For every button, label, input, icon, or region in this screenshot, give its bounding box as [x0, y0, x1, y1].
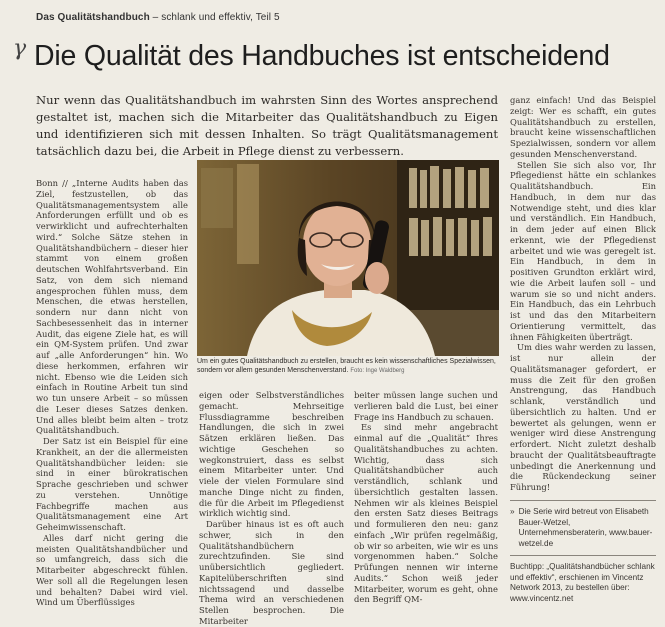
column-3 — [354, 390, 498, 605]
info-box — [510, 494, 656, 604]
column-1-paragraph: Bonn // „Interne Audits haben das Ziel, festzustellen, ob das Qualitätsmanagementsystem alle Anforderungen erfüllt und ob es verwirklicht und aufrechterhalten wird.“ Solche Sätze stehen in Qualitätshandbüchern – dieser hier stammt von einem großen deutschen Wohlfahrtsverband. Ein Satz, von dem sich niemand angesprochen fühlen muss, dem Menschen, die etwas herstellen, sondern nur dann nicht von Sachbesessenheit das in interner Audit, das eigene Ziele hat, es will ein QM-System prüfen. Und zwar auf „alle Anforderungen“ hin. Wo diese herkommen, erfahren wir nicht. Ebenso wie die Leiden sich einfach in Routine Arbeit tun sind wo tun unsere Arbeit – so müssen die Leser dieses Satzes denken. Und alles bleibt beim alten – trotz Qualitätshandbuch. — [36, 178, 188, 436]
pen-mark-icon: γ — [13, 36, 27, 61]
column-1-paragraph: Der Satz ist ein Beispiel für eine Krankheit, an der die allermeisten Qualitätshandbücher leiden: sie sind in einer bürokratischen Sprache geschrieben und schwer zu verstehen. Unnötige Fachbegriffe machen aus Qualitätsmanagement eine Art Geheimwissenschaft. — [36, 436, 188, 532]
column-1 — [36, 178, 188, 608]
article-photo — [197, 160, 499, 356]
woman-on-phone-image — [197, 160, 499, 356]
column-4 — [510, 95, 656, 493]
arrow-right-icon: » — [510, 507, 515, 516]
photo-credit: Foto: Inge Waldberg — [350, 368, 405, 374]
column-2 — [199, 390, 344, 627]
book-tip-text: Buchtipp: „Qualitätshandbücher schlank und effektiv“, erschienen im Vincentz Network 2013, zu bestellen über: www.vincentz.net — [510, 562, 655, 603]
column-4-paragraph: ganz einfach! Und das Beispiel zeigt: Wer es schafft, ein gutes Qualitätshandbuch zu erstellen, braucht keine wissenschaftlichen Spezialwissen, sondern vor allem gesunden Menschenverstand. — [510, 95, 656, 159]
column-4-paragraph: Stellen Sie sich also vor, Ihr Pflegedienst hätte ein schlankes Qualitätshandbuch. Ein Handbuch, in dem nur das Notwendige steht, und dies klar und verständlich. Ein Handbuch, in dem jeder auf einen Blick erkennt, wie der Pflegedienst arbeitet und wie was geregelt ist. Ein Handbuch, in dem in positiven Grundton erklärt wird, wie die Arbeit laufen soll – und warum sie so und nicht anders. Ein Handbuch, das ein Lehrbuch ist und das den Mitarbeitern Orientierung vermittelt, das ihnen Fähigkeiten überträgt. — [510, 159, 656, 342]
article-headline: Die Qualität des Handbuches ist entscheidend — [34, 40, 610, 72]
info-divider — [510, 500, 656, 501]
book-tip — [510, 562, 656, 604]
column-2-paragraph: eigen oder Selbstverständliches gemacht. Mehrseitige Flussdiagramme beschreiben Handlungen, die sich in zwei Sätzen erklären ließen. Das wichtige Geschehen so wegkonstruiert, dass es selbst einem Mitarbeiter unter. Und viele der vielen Formulare sind manche Dinge nicht zu finden, die für die Arbeit im Pflegedienst wirklich wichtig sind. — [199, 390, 344, 519]
column-1-paragraph: Alles darf nicht gering die meisten Qualitätshandbücher und so umfangreich, dass sich die Mitarbeiter abgeschreckt fühlen. Wer soll all die Regelungen lesen und behalten? Dabei wird viel. Wind um Überflüssiges — [36, 532, 188, 608]
lead-paragraph: Nur wenn das Qualitätshandbuch im wahrsten Sinn des Wortes ansprechend gestaltet ist, machen sich die Mitarbeiter das Qualitätshandbuch zu Eigen und identifizieren sich mit dessen Inhalten. So trägt Qualitätsmanagement tatsächlich dazu bei, die Arbeit in Pflege dienst zu verbessern. — [36, 93, 498, 158]
kicker-rest: – schlank und effektiv, Teil 5 — [149, 12, 280, 23]
series-author-text: Die Serie wird betreut von Elisabeth Bauer-Wetzel, Unternehmensberaterin, www.bauer-wetzel.de — [518, 507, 653, 548]
series-author-note — [510, 507, 656, 549]
kicker-series: Das Qualitätshandbuch — [36, 12, 150, 23]
article-kicker — [36, 12, 280, 23]
column-3-paragraph: beiter müssen lange suchen und verlieren bald die Lust, bei einer Frage ins Handbuch zu schauen. — [354, 390, 498, 422]
column-2-paragraph: Darüber hinaus ist es oft auch schwer, sich in den Qualitätshandbüchern zurechtzufinden. Sie sind unübersichtlich gegliedert. Kapitelüberschriften sind nichtssagend und dasselbe Thema wird an verschiedenen Stellen besprochen. Die Mitarbeiter — [199, 519, 344, 626]
column-4-paragraph: Um dies wahr werden zu lassen, ist nur allein der Qualitätsmanager gefordert, er muss die Zeit für den großen Anstrengung, das Handbuch schlank, verständlich und übersichtlich zu halten. Und er bewertet als gelungen, wenn er weniger wird diese Anstrengung erfordert. Nicht zuletzt deshalb braucht der Qualitätsbeauftragte unbedingt die Anerkennung und die Rückendeckung seiner Führung! — [510, 342, 656, 492]
photo-caption — [197, 357, 499, 376]
info-divider — [510, 555, 656, 556]
column-3-paragraph: Es sind mehr angebracht einmal auf die „Qualität“ Ihres Qualitätshandbuches zu achten. Wichtig, dass sich Qualitätshandbücher auch verständlich, schlank und übersichtlich gestalten lassen. Nehmen wir als kleines Beispiel den ersten Satz dieses Beitrags und formulieren den neu: ganz einfach „Wir prüfen regelmäßig, ob wir so arbeiten, wie wir es uns vorgenommen haben.“ Solche Prüfungen nennen wir interne Audits.“ Schon weiß jeder Mitarbeiter, worum es geht, ohne den Begriff QM- — [354, 422, 498, 605]
caption-text: Um ein gutes Qualitätshandbuch zu erstellen, braucht es kein wissenschaftliches Spezialwissen, sondern vor allem gesunden Menschenverstand. — [197, 358, 496, 374]
